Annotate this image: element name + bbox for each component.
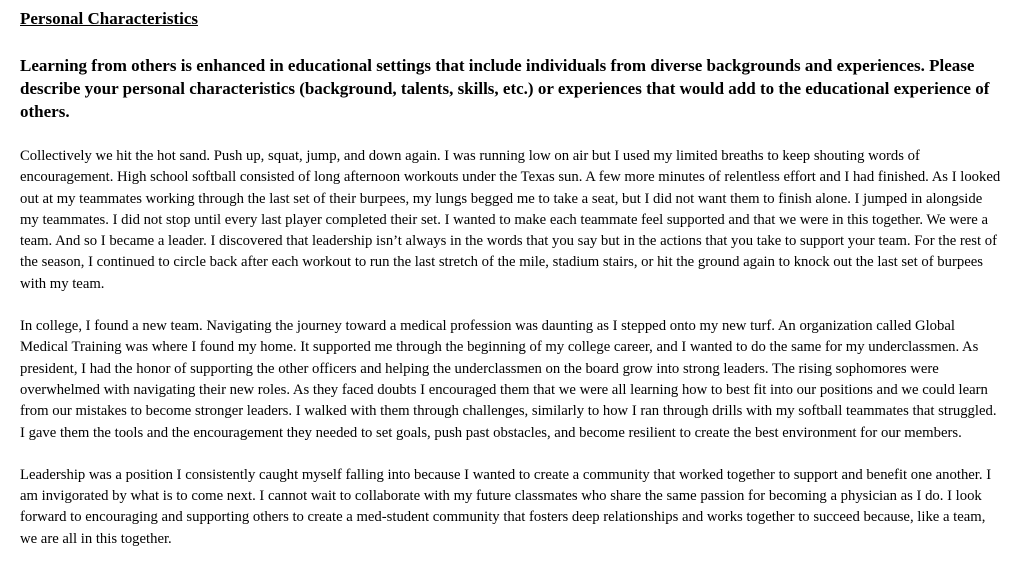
essay-paragraph-2: In college, I found a new team. Navigating the journey toward a medical profession was daunting as I stepped onto my new turf. An organization called Global Medical Training was where I found my home. It supported me through the beginning of my college career, and I wanted to do the same for my underclassmen. As president, I had the honor of supporting the other officers and helping the underclassmen on the board grow into strong leaders. The rising sophomores were overwhelmed with navigating their new roles. As they faced doubts I encouraged them that we were all learning how to best fit into our positions and we could learn from our mistakes to become stronger leaders. I walked with them through challenges, similarly to how I ran through drills with my softball teammates that struggled. I gave them the tools and the encouragement they needed to set goals, push past obstacles, and become resilient to create the best environment for our members. bbox=[20, 318, 997, 441]
essay-paragraph-3: Leadership was a position I consistently caught myself falling into because I wanted to create a community that worked together to support and benefit one another. I am invigorated by what is to come next. I cannot wait to collaborate with my future classmates who share the same passion for becoming a physician as I do. I look forward to encouraging and supporting others to create a med-student community that fosters deep relationships and works together to succeed because, like a team, we are all in this together. bbox=[20, 466, 992, 547]
essay-prompt: Learning from others is enhanced in educational settings that include individuals from diverse backgrounds and experiences. Please describe your personal characteristics (background, talents, skills, etc.) or experiences that would add to the educational experience of others. bbox=[20, 56, 990, 121]
section-title: Personal Characteristics bbox=[20, 9, 198, 28]
essay-paragraph-1: Collectively we hit the hot sand. Push up, squat, jump, and down again. I was running low on air but I used my limited breaths to keep shouting words of encouragement. High school softball consisted of long afternoon workouts under the Texas sun. A few more minutes of relentless effort and I had finished. As I looked out at my teammates working through the last set of their burpees, my lungs begged me to take a seat, but I did not want them to finish alone. I jumped in alongside my teammates. I did not stop until every last player completed their set. I wanted to make each teammate feel supported and that we were in this together. We were a team. And so I became a leader. I discovered that leadership isn’t always in the words that you say but in the actions that you take to support your team. For the rest of the season, I continued to circle back after each workout to run the last stretch of the mile, stadium stairs, or hit the ground again to knock out the last set of burpees with my team. bbox=[20, 148, 1001, 292]
